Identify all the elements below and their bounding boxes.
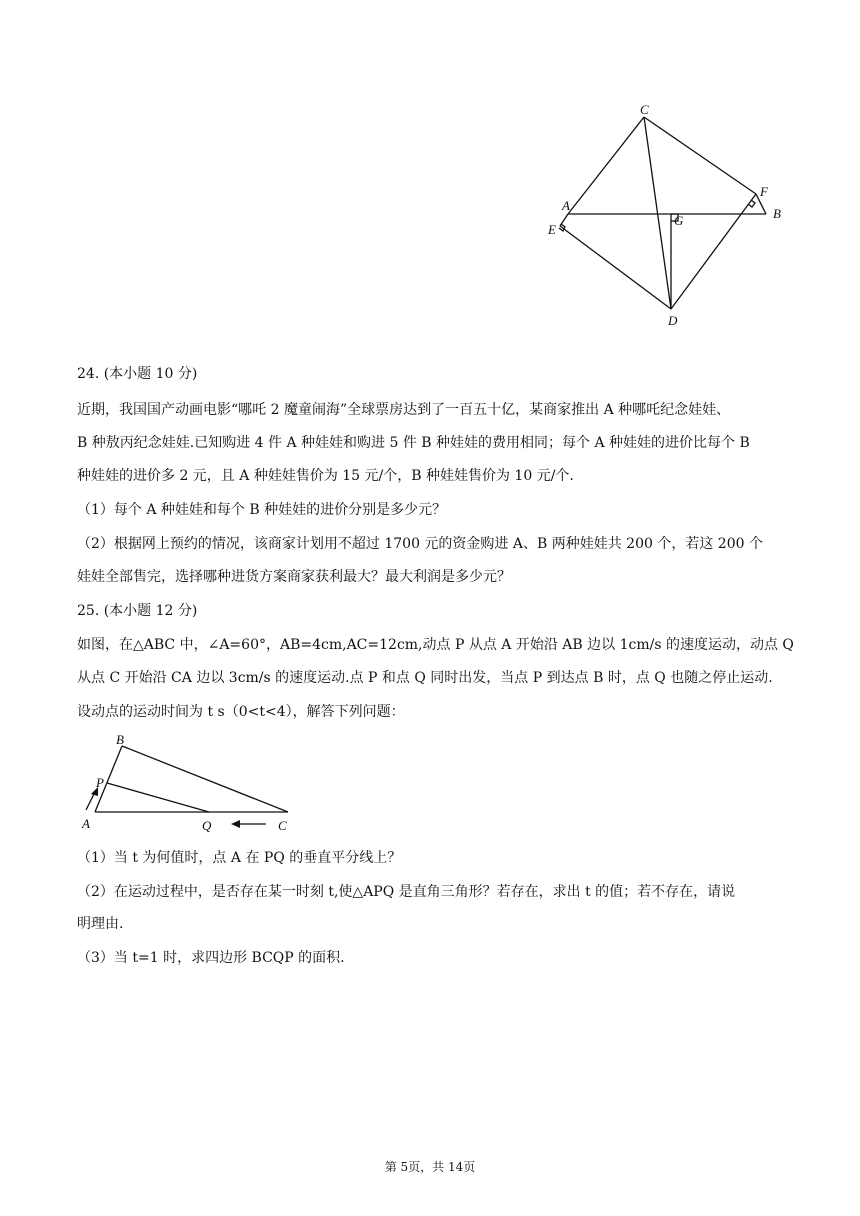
question-25-sub-1: （1）当 t 为何值时，点 A 在 PQ 的垂直平分线上？	[77, 850, 402, 866]
label-E: E	[548, 222, 556, 237]
question-24-line-1: 近期，我国国产动画电影“哪吒 2 魔童闹海”全球票房达到了一百五十亿，某商家推出 A 种哪吒纪念娃娃、	[77, 402, 731, 418]
question-24-heading: 24. (本小题 10 分)	[77, 366, 198, 382]
geometry-figure-2	[74, 730, 304, 838]
label-B: B	[773, 206, 781, 221]
label-B: B	[116, 732, 124, 747]
page-number: 第 5页，共 14页	[384, 1160, 476, 1174]
question-25-heading: 25. (本小题 12 分)	[77, 603, 198, 619]
page-footer	[0, 1158, 860, 1175]
question-24-sub-2-line-1: （2）根据网上预约的情况，该商家计划用不超过 1700 元的资金购进 A、B 两种娃娃共 200 个，若这 200 个	[77, 536, 763, 552]
question-25-sub-2-line-2: 明理由.	[77, 916, 124, 932]
label-P: P	[96, 775, 104, 790]
question-25-sub-3: （3）当 t=1 时，求四边形 BCQP 的面积.	[77, 950, 345, 966]
question-25-line-1: 如图，在△ABC 中，∠A=60°，AB=4cm,AC=12cm,动点 P 从点 A 开始沿 AB 边以 1cm/s 的速度运动，动点 Q	[77, 637, 794, 653]
segment-CD	[644, 117, 671, 309]
segment-CF	[644, 117, 756, 194]
question-24-sub-1: （1）每个 A 种娃娃和每个 B 种娃娃的进价分别是多少元？	[77, 502, 447, 518]
question-25-line-2: 从点 C 开始沿 CA 边以 3cm/s 的速度运动.点 P 和点 Q 同时出发，当点 P 到达点 B 时，点 Q 也随之停止运动.	[77, 670, 773, 686]
segment-FD	[671, 194, 756, 309]
question-24-line-3: 种娃娃的进价多 2 元，且 A 种娃娃售价为 15 元/个，B 种娃娃售价为 10 元/个.	[77, 468, 574, 484]
label-A: A	[562, 198, 570, 213]
label-D: D	[668, 313, 678, 328]
label-F: F	[760, 184, 768, 199]
label-C: C	[278, 818, 287, 833]
segment-BC	[122, 746, 288, 812]
question-24-line-2: B 种敖丙纪念娃娃.已知购进 4 件 A 种娃娃和购进 5 件 B 种娃娃的费用相同；每个 A 种娃娃的进价比每个 B	[77, 435, 750, 451]
question-24-sub-2-line-2: 娃娃全部售完，选择哪种进货方案商家获利最大？最大利润是多少元？	[77, 569, 511, 585]
label-C: C	[640, 102, 649, 117]
arrow-head-left-icon	[231, 820, 240, 828]
label-A: A	[82, 816, 90, 831]
label-Q: Q	[202, 818, 212, 833]
question-25-line-3: 设动点的运动时间为 t s（0<t<4），解答下列问题：	[77, 704, 405, 720]
segment-CA	[568, 117, 644, 214]
label-G: G	[674, 213, 684, 228]
question-25-sub-2-line-1: （2）在运动过程中，是否存在某一时刻 t,使△APQ 是直角三角形？若存在，求出 t 的值；若不存在，请说	[77, 884, 736, 900]
geometry-figure-1	[540, 100, 800, 330]
segment-ED	[560, 226, 671, 309]
segment-PQ	[107, 783, 209, 812]
